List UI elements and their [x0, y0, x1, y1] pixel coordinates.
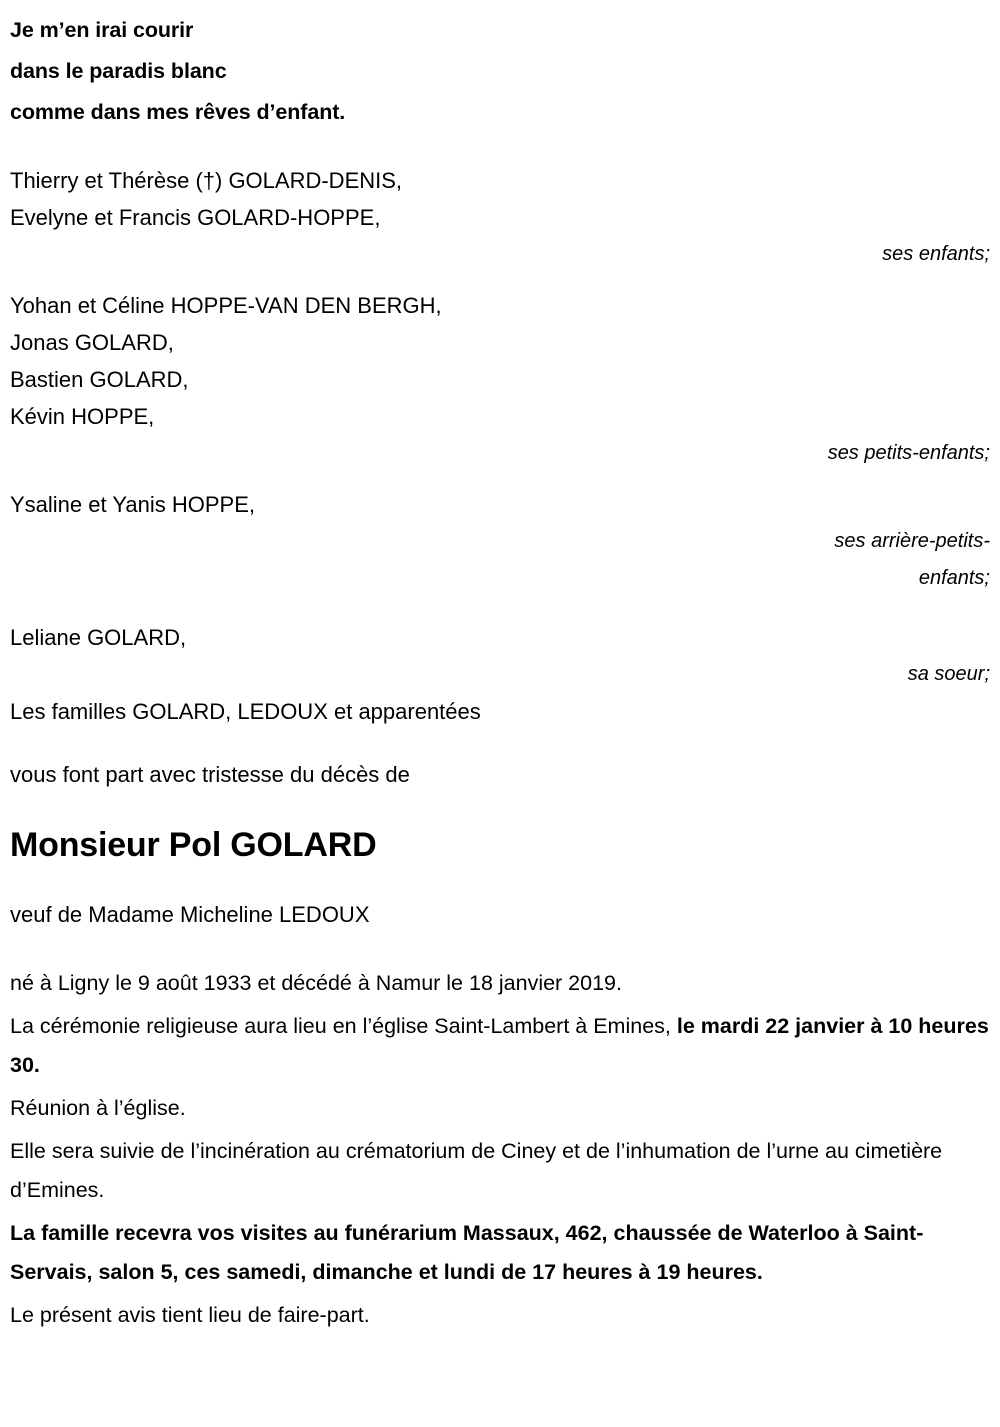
relation-label-continued: enfants; [918, 567, 990, 589]
ceremony-line [10, 1007, 990, 1085]
spacer [10, 273, 990, 287]
ceremony-text: La cérémonie religieuse aura lieu en l’église Saint-Lambert à Emines, [10, 1014, 677, 1038]
epigraph-line-3: comme dans mes rêves d’enfant. [10, 100, 346, 124]
family-name: Jonas GOLARD, [10, 330, 174, 355]
family-name: Kévin HOPPE, [10, 404, 155, 429]
family-group-great-grandchildren [10, 486, 990, 597]
relation-label: ses arrière-petits- [834, 530, 990, 552]
family-name: Les familles GOLARD, LEDOUX et apparentées [10, 699, 481, 724]
cremation-line: Elle sera suivie de l’incinération au crématorium de Ciney et de l’inhumation de l’urne au cimetière d’Emines. [10, 1139, 943, 1202]
family-list [0, 162, 1000, 730]
family-name: Thierry et Thérèse (†) GOLARD-DENIS, [10, 168, 403, 193]
epigraph [0, 0, 1000, 133]
spouse-note: veuf de Madame Micheline LEDOUX [10, 902, 370, 927]
family-group-children [10, 162, 990, 273]
relation-label: ses petits-enfants; [827, 442, 990, 464]
birth-death-line: né à Ligny le 9 août 1933 et décédé à Namur le 18 janvier 2019. [10, 971, 622, 995]
epigraph-line-2: dans le paradis blanc [10, 59, 227, 83]
announcement-lead-in: vous font part avec tristesse du décès de [10, 762, 410, 787]
family-name: Yohan et Céline HOPPE-VAN DEN BERGH, [10, 293, 442, 318]
spacer [10, 472, 990, 486]
family-name: Bastien GOLARD, [10, 367, 189, 392]
ceremony-details [0, 964, 1000, 1335]
relation-label: sa soeur; [907, 663, 990, 685]
family-name: Ysaline et Yanis HOPPE, [10, 492, 255, 517]
epigraph-line-1: Je m’en irai courir [10, 18, 194, 42]
family-name: Leliane GOLARD, [10, 625, 187, 650]
ceremony-time: le mardi 22 janvier à 10 heures 30. [10, 1014, 989, 1077]
relation-label: ses enfants; [882, 243, 990, 265]
visits-line: La famille recevra vos visites au funérarium Massaux, 462, chaussée de Waterloo à Saint-Servais, salon 5, ces samedi, dimanche et lundi de 17 heures à 19 heures. [10, 1221, 924, 1284]
meeting-line: Réunion à l’église. [10, 1096, 186, 1120]
spacer [10, 597, 990, 619]
deceased-name: Monsieur Pol GOLARD [10, 826, 377, 864]
family-group-related-families [10, 693, 990, 730]
closing-line: Le présent avis tient lieu de faire-part. [10, 1303, 370, 1327]
family-name: Evelyne et Francis GOLARD-HOPPE, [10, 205, 381, 230]
family-group-sister [10, 619, 990, 693]
family-group-grandchildren [10, 287, 990, 472]
